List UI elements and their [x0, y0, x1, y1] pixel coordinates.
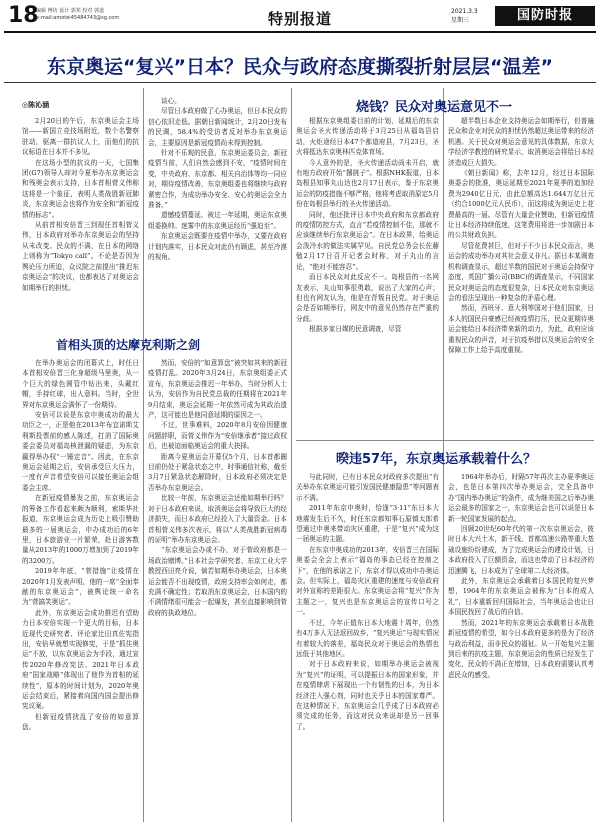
paragraph: 距离今夏奥运会开幕仅5个月，日本首都圈目前仍处于紧急状态之中，时事通信社称，截至3月7日紧急状态解除时，日本政府必须决定是否举办东京奥运会。 — [148, 452, 287, 492]
article-column-4-lower — [448, 472, 594, 822]
masthead — [0, 0, 600, 32]
paragraph: 不过，世事难料，2020年8月安倍因健康问题辞职，而菅义伟作为“安倍继承者”接过政权后，也被迫面临奥运会的重大抉择。 — [148, 421, 287, 451]
column-divider — [143, 88, 144, 822]
article-column-4 — [448, 116, 594, 428]
headline-rule — [4, 82, 596, 83]
editor-line: 编辑 傅坊 设计 郭邦 校对 郭道 — [36, 8, 104, 14]
paragraph: 2月20日的午后，东京奥运会主场馆——新国立竞技场附近，数个名警察驻动，驱离一群抗议人士，而他们的抗议标语在日本并不多见。 — [22, 117, 139, 157]
page-number: 18 — [8, 3, 39, 28]
section-rule — [296, 440, 594, 441]
paragraph: 回顾20世纪60年代的第一次东京奥运会，彼时日本大兴土木，新干线、首都高速公路等重大基础设施纷纷建成，为了完成奥运会的建设计划，日本政府投入了巨额资金，而这也带动了日本经济的迅速腾飞，日本成为了全球第二大经济体。 — [448, 525, 594, 575]
article-column-1 — [22, 116, 139, 332]
paragraph: 尽管花费甚巨，但对于不少日本民众而言，奥运会的成功举办对其社会意义非凡。据日本某调查机构调查显示，超过半数的国民对于奥运会持保守态度，英国广播公司(BBC)的调查显示，不同国家民众对奥运会的态度很复杂，日本民众对东京奥运会的看法呈现出一种复杂的矛盾心理。 — [448, 241, 594, 302]
section-title: 特别报道 — [268, 10, 333, 28]
paragraph: 在新冠疫情暴发之前，东京奥运会的筹备工作看起来颇为顺利，索斯华社报道，东京奥运会成为历史上吸引赞助最多的一届奥运会，申办成功后的6年里，日本旅游业一片繁荣，赴日游客数量从2013年的1000万增加到了2019年的3200万。 — [22, 494, 139, 565]
paragraph: 然而，2021年的东京奥运会承载着日本战胜新冠疫情的希望，如今日本政府更多的是为了经济与政治利益，而非民众的福祉。从一开始复兴主题到后来的抗疫主题，东京奥运会的性质已经发生了变化，民众的不满正在增加，日本政府需要认真考虑民众的感受。 — [448, 618, 594, 679]
article-column-2-lower — [148, 358, 287, 822]
paragraph: 从前首相安倍晋三到现任首相菅义伟，日本政府对举办东京奥运会的坚持从未改变。民众的不满，在日本的网络上则称为“Tokyo call”。不论是否因为舆论压力所迫，众议院之前提出“推迟东京奥运会”的决议，也都表达了对奥运会如期举行的担忧。 — [22, 221, 139, 292]
issue-date — [451, 7, 478, 25]
paragraph: 今人意外的是，圣火传递活动尚未开启，就有地方政府开始“撂挑子”。根据NHK报道，日本岛根县知事丸山达也2月17日表示，鉴于东京奥运会的防疫措施不够严格，他将考虑取消原定5月份在岛根县举行的圣火传递活动。 — [296, 158, 439, 209]
masthead-rule — [4, 31, 596, 33]
email-line: e-mail:amotei45484743@sg.com — [36, 15, 120, 21]
article-column-2 — [148, 96, 287, 332]
date-text: 2021.3.3 — [451, 8, 478, 15]
paragraph: 同时，他还批评日本中央政府和东京都政府的疫情防控方式，直言“若疫情控制不佳，那就不应该继续举行东京奥运会”。在日本政界，给奥运会泼冷水的做法实属罕见。自民党总务会长佐藤勉2月17日召开记者会时称，对于丸山的言论，“绝对不能容忍”。 — [296, 210, 439, 271]
paragraph: 但新冠疫情扰乱了安倍的如意算盘。 — [22, 712, 139, 732]
paragraph: 2019年年底，“菅措施”让疫情在2020年1月发表声明，他的一席“全面奉献的东京奥运会”，被舆论统一命名为“菅搞笑奥运”。 — [22, 567, 139, 607]
paragraph: 然而，安倍的“如意算盘”被突如其来的新冠疫情打乱。2020年3月24日，东京奥组委正式宣布，东京奥运会推迟一年举办，当时分析人士认为，安倍作为自民党总裁的任期将在2021年9月结束，奥运会延期一年依然可成为其政治遗产，这可能也是他同意延期的原因之一。 — [148, 359, 287, 420]
paragraph: 超半数日本企业支持奥运会如期举行，但普遍民众和企业对民众的担忧仍然超过奥运带来的经济机遇。关于民众对奥运会意见的具体数据，东京大学经济学教授的研究显示，取消奥运会将给日本经济造成巨大损失。 — [448, 117, 594, 167]
paragraph: 根据东京奥组委目前的计划，延期后的东京奥运会圣火传递活动将于3月25日从福岛县启动，火炬途经日本47个都道府县，7月23日，圣火将抵达东京奥林匹克体育场。 — [296, 117, 439, 157]
paragraph: 而日本民众对此反应不一。岛根县的一名网友表示，丸山知事很勇敢，说出了大家的心声；但也有网友认为，他是在背叛自民党。对于奥运会是否如期举行，网友中的意见仍然存在严重的分歧。 — [296, 273, 439, 323]
paragraph: 在这场小型的抗议的一天，七国集团(G7)领导人却对今夏举办东京奥运会和残奥会表示支持，日本首相菅义伟称这将是一个象征，表明人类战胜新冠肺炎，东京奥运会也将作为安全和“新冠疫情的标志”。 — [22, 158, 139, 219]
paragraph: 与此同时，已有日本民众对政府多次提出“有关举办东京奥运可能引发国民健康隐患”等问题表示不满。 — [296, 473, 439, 502]
paragraph: 不过，今年正值东日本大地震十周年，仍然有4万多人无法返回故乡，“复兴奥运”与现实情况有着较大的落差，福岛民众对于奥运会的热情也远低于其他地区。 — [296, 618, 439, 658]
paragraph: 1964年举办后，时隔57年再次主办夏季奥运会，也是日本第四次举办奥运会，完全具备申办“国内举办奥运”的条件，成为继美国之后举办奥运会最多的国家之一，东京奥运会也可以说是日本新一轮国家发展的起点。 — [448, 473, 594, 523]
column-divider — [291, 88, 292, 822]
paragraph: 此外，东京奥运会成功推迟有望助力日本安倍实现一个更大的目标，日本近现代史研究者、评论家辻田真佐宪指出，安倍早就想实现修宪，于是“抓住奥运”不放，以东京奥运会为手段，通过宣传2020年修改宪法、2021年日本政府“国家战略”体现出了他作为首相的延续性”，原本的时间计划为，2020年奥运会结束后，紧接着向国内国会提出修宪议案。 — [22, 608, 139, 711]
paragraph: 对于日本政府来说，如期举办奥运会被视为“复兴”的证明，可以提振日本的国家形象，并在疫情肆虐下展现出一个有韧性的日本，为日本经济注入强心剂，同时也关乎日本的国家尊严。在这种情况下，东京奥运会几乎成了日本政府必须完成的任务，而这对民众来说却是另一回事了。 — [296, 660, 439, 731]
paragraph: 安倍可以说是东京申奥成功的最大功臣之一，正是他在2013年布宜诺斯艾利斯投票前的感人陈述，打消了国际奥委会委员对福岛核泄漏的疑虑，为东京赢得举办权“一锤定音”。因此，在东京奥运会延期之后，安倍承受巨大压力，一度有声音希望安倍可以接任奥运会组委会主席。 — [22, 411, 139, 492]
paragraph: “东京奥运会办或不办，对于菅政府都是一场政治赌博。”日本社会学研究者、东京工业大学教授西田亮介说，倘若如期举办奥运会，日本奥运会能否不出现疫情，政府支持率会如何走，都充满不确定性；若取消东京奥运会，日本国内的不满情绪很可能会一起爆发，甚至直接影响到菅政府的执政地位。 — [148, 546, 287, 617]
weekday-text: 星期三 — [451, 17, 470, 24]
main-headline: 东京奥运“复兴”日本？民众与政府态度撕裂折射层层“温差” — [47, 56, 553, 78]
paragraph: 2011年东京申奥时，恰逢“3·11”东日本大地震发生后不久，时任东京都知事石原慎太郎希望通过申奥来带动灾区重建，于是“复兴”成为这一届奥运的主题。 — [296, 504, 439, 544]
paragraph: 然而，西班牙、意大利等国对于他们国家，日本人的国民自豪感已经被疫情打压，民众更期待奥运会能给日本经济带来新的动力，为此，政府应该重视民众的声音，对于抗疫举措以及奥运会的安全保障工作上给予高度重视。 — [448, 304, 594, 354]
paragraph: 在东京申奥成功的2013年，安倍晋三在国际奥委会全会上表示“福岛的事态已经在控制之下”，在他的承诺之下，东京才得以成功申办奥运会。但实际上，福岛灾区重建的速度与安倍政府对外宣称的差距很大。东京奥运会将“复兴”作为主题之一，复兴也是东京奥运会的宣传口号之一。 — [296, 545, 439, 617]
paragraph: 遗憾疫情蔓延、被过一年延期，奥运东京奥组委换帅。迷雾中的东京奥运经历“强迫至”。 — [148, 211, 287, 230]
article-column-1-lower — [22, 358, 139, 822]
paragraph: 根据多家日媒的民意调查，尽管 — [309, 325, 402, 334]
paragraph: 针对不乐观的民意，东京奥运委员会，新冠疫情当前，人们自然会感到不安，“疫情时间在变，中央政府、东京都、相关自治体等均一同应对，期待疫情改善，东京奥组委也将继续与政府紧密合作，为成功举办安全、安心的奥运会全力准备。” — [148, 149, 287, 210]
subhead-57-years: 暌违57年，东京奥运承载着什么？ — [336, 452, 537, 467]
paragraph: 东京奥运会既要在疫情中举办，又要在政府计划内落实，日本民众对此仍有顾虑，甚至冷漠的视角。 — [148, 232, 287, 262]
article-column-3-lower — [296, 472, 439, 822]
paragraph: 此外，东京奥运会承载着日本国民的复兴梦想，1964年的东京奥运会被称为“日本的成人礼”，日本重新回归国际社会，当年奥运会也让日本国民找回了战后的自信。 — [448, 577, 594, 617]
byline: ◎陈沁涵 — [22, 101, 50, 109]
subhead-money: 烧钱？民众对奥运意见不一 — [356, 100, 513, 115]
paragraph: 尽管日本政府做了心办奥运，但日本民众的信心依旧走低。据朝日新闻统计，2月20日发布的民调，58.4%的受访者反对举办东京奥运会，主要原因是新冠疫情尚未得到控制。 — [148, 107, 287, 147]
newspaper-logo: 国防时报 — [495, 6, 595, 26]
editor-credits — [36, 8, 119, 22]
paragraph: 比较一年前，东京奥运会还能如期举行吗？对于日本政府来说，取消奥运会将导致巨大的经济损失，而日本政府已经投入了大量资金。日本首相菅义伟多次表示，将以“人类战胜新冠病毒的证明”举办东京奥运会。 — [148, 494, 287, 544]
paragraph: 《朝日新闻》称，去年12月，经过日本国际奥委会的批准，奥运延期至2021年夏季的追加经费为2940亿日元，由此总额高达1.644万亿日元（约合1000亿元人民币），而这将成为奥运史上花费最高的一届。尽管有大量企业赞助，但新冠疫情让日本经济持续低迷，这笔费用将进一步加剧日本的公共财政负担。 — [448, 169, 594, 240]
paragraph: 谈心。 — [161, 97, 181, 105]
article-column-3 — [296, 116, 439, 428]
subhead-abe: 首相头顶的达摩克利斯之剑 — [56, 338, 201, 352]
paragraph: 在举办奥运会的闭幕式上，时任日本首相安倍晋三化身超级马里奥，从一个巨大的绿色圆管中钻出来，头戴红帽，手持红球，出人意料。当时，全世界对东京奥运会满怀了一份期待。 — [22, 359, 139, 409]
